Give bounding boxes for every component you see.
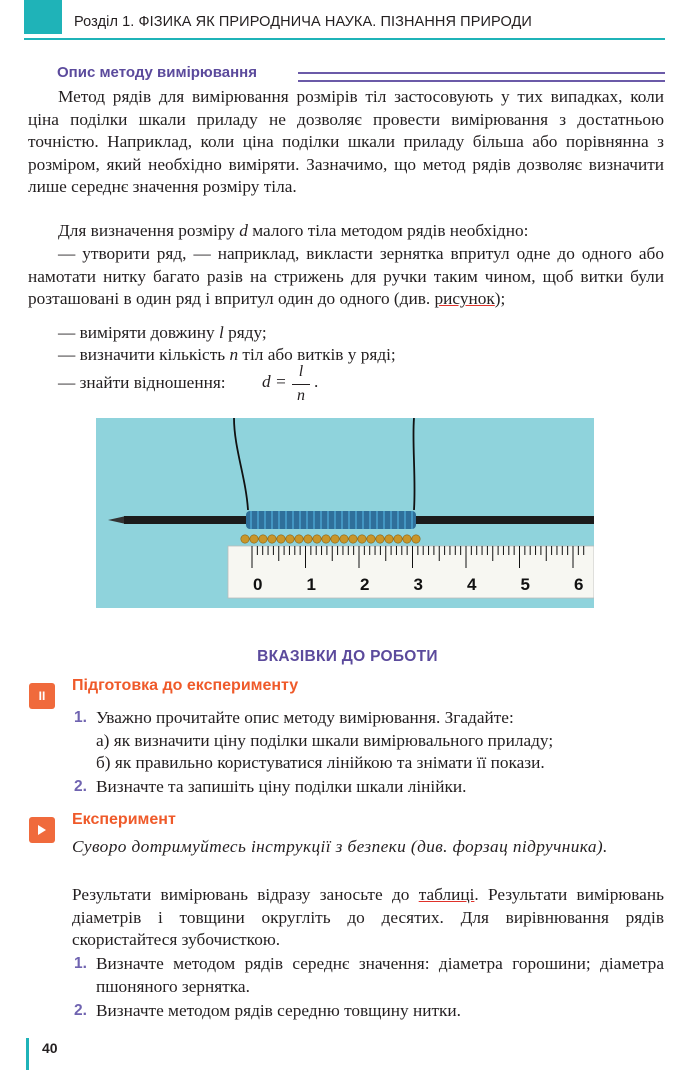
title-decoration [298,72,665,82]
header-accent [24,0,62,34]
step1-text: — утворити ряд, — наприклад, викласти зернятка впритул одне до одного або намотати нитку багато разів на стрижень для ручки таким чином, щоб витки були розташовані в один ряд і впритул один до одного (див. [28,244,664,309]
fraction-bar [292,384,310,385]
experiment-item-2-number: 2. [74,1002,87,1019]
step2-text-b: ряду; [223,323,267,342]
prep-item-1 [74,707,664,775]
step3-text-a: — визначити кількість [58,345,230,364]
step2-text-a: — виміряти довжину [58,323,219,342]
ruler-label: 4 [467,575,477,594]
step4-text: — знайти відношення: [58,373,226,392]
formula-end: . [314,372,319,391]
ruler-label: 0 [253,575,263,594]
safety-note: Суворо дотримуйтесь інструкції з безпеки (див. форзац підручника). [72,837,608,856]
ruler-label: 5 [520,575,530,594]
method-intro [28,220,664,243]
experiment-item-1-text: Визначте методом рядів середнє значення: діаметра горошини; діаметра пшоняного зернятка. [96,954,664,996]
footer-accent [26,1038,29,1070]
var-d: d [239,221,248,240]
prep-item-1-line-1: Уважно прочитайте опис методу вимірювання. Згадайте: [96,708,514,727]
results-note [72,884,664,952]
prep-item-1-line-2: а) як визначити ціну поділки шкали вимірювального приладу; [96,730,554,750]
step-measure [28,322,664,345]
step-ratio [28,372,248,395]
ruler-label: 1 [306,575,316,594]
prep-badge [29,683,55,709]
intro-text-b: малого тіла методом рядів необхідно: [247,221,529,240]
results-text-b: . Результати вимірювань діаметрів і товщини округліть до десятих. Для вирівнювання рядів скористайтеся зубочисткою. [72,885,664,950]
figure-link[interactable]: рисунок [434,289,495,309]
prep-item-2 [74,776,664,799]
formula-denominator: n [297,387,305,404]
experiment-item-2 [74,1000,664,1023]
experiment-item-2-text: Визначте методом рядів середню товщину нитки. [96,1001,461,1020]
ruler [228,546,594,598]
ruler-label: 6 [574,575,584,594]
prep-title: Підготовка до експерименту [72,677,299,694]
header-rule [24,38,665,40]
experiment-item-1-number: 1. [74,955,87,972]
step1-end: ); [494,289,506,309]
prep-item-1-number: 1. [74,709,87,726]
prep-item-1-line-3: б) як правильно користуватися лінійкою та знімати її покази. [96,753,545,773]
method-paragraph [28,86,664,199]
guide-title: ВКАЗІВКИ ДО РОБОТИ [257,648,438,665]
ruler-label: 3 [413,575,423,594]
step-form-row [28,243,664,311]
ruler-label: 2 [360,575,370,594]
formula-lhs: d = [262,372,287,391]
var-l: l [218,323,224,342]
section-title: Опис методу вимірювання [57,64,257,81]
formula-fraction [292,362,310,407]
experiment-item-1 [74,953,664,998]
page-number: 40 [42,1040,58,1056]
table-link[interactable]: таблиці [418,885,475,904]
step-count [28,344,664,367]
step3-text-b: тіл або витків у ряді; [238,345,396,364]
prep-badge-label: II [38,689,46,703]
experiment-title: Експеримент [72,811,176,828]
formula-numerator: l [298,363,304,380]
results-text-a: Результати вимірювань відразу заносьте до [72,885,419,904]
play-icon [37,824,47,836]
prep-item-2-number: 2. [74,778,87,795]
intro-text-a: Для визначення розміру [58,221,240,240]
method-text: Метод рядів для вимірювання розмірів тіл застосовують у тих випадках, коли ціна поділки шкали приладу не дозволяє провести вимірювання з достатньою точністю. Наприклад, коли ціна поділки шкали приладу більша або порівнянна з розміром, який необхідно виміряти. Зазначимо, що метод рядів дозволяє визначити лише середнє значення розміру тіла. [28,87,664,197]
chapter-header: Розділ 1. ФІЗИКА ЯК ПРИРОДНИЧА НАУКА. ПІЗНАННЯ ПРИРОДИ [74,14,532,30]
experiment-badge [29,817,55,843]
thread-end-right [413,418,414,510]
var-n: n [229,345,239,364]
row-method-photo [96,418,594,608]
prep-item-2-line-1: Визначте та запишіть ціну поділки шкали лінійки. [96,777,467,796]
